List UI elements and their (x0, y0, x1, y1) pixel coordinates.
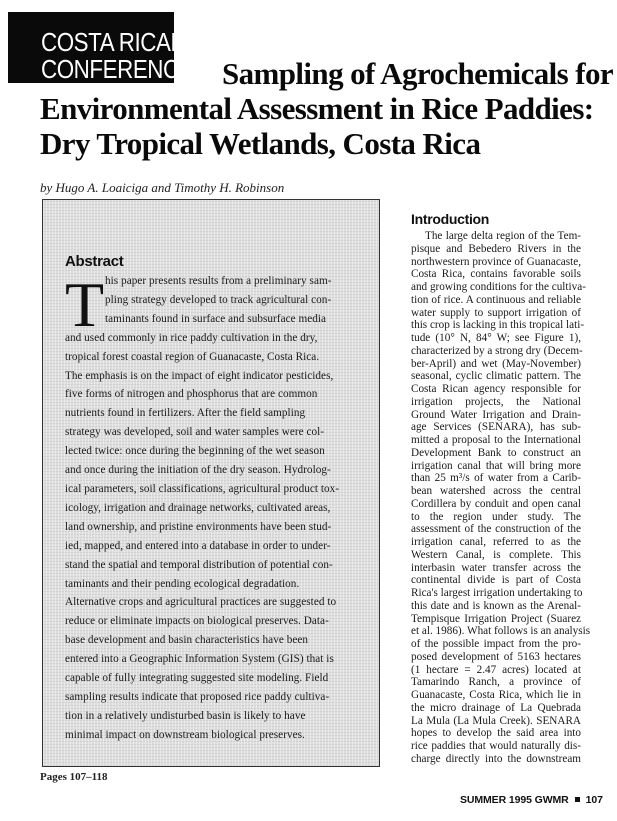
intro-line: hopes to develop the said area into (411, 727, 581, 740)
intro-line: pisque and Bebedero Rivers in the (411, 242, 581, 255)
abstract-line: reduce or eliminate impacts on biological preserves. Data- (65, 615, 329, 628)
intro-line: Cordillera by conduit and open canal (411, 497, 581, 510)
abstract-line: icology, irrigation and drainage networks, cultivated areas, (65, 501, 331, 514)
section-banner (8, 12, 194, 84)
abstract-line: entered into a Geographic Information System (GIS) that is (65, 653, 334, 666)
intro-line: interbasin water transfer across the (411, 561, 581, 574)
intro-line: Development Bank to construct an (411, 446, 581, 459)
abstract-line: lected twice: once during the beginning of the wet season (65, 445, 325, 458)
intro-line: Ground Water Irrigation and Drain- (411, 408, 581, 421)
intro-line: bean watershed across the central (411, 485, 581, 497)
intro-line: to the region under study. The (411, 510, 581, 523)
intro-line: et al. 1986). What follows is an analysis (411, 625, 591, 638)
abstract-line: nutrients found in fertilizers. After the field sampling (65, 407, 306, 420)
page-range-note: Pages 107–118 (40, 771, 108, 783)
intro-line: continental divide is part of Costa (411, 574, 581, 587)
drop-cap: T (65, 269, 105, 340)
intro-line: northwestern province of Guanacaste, (411, 255, 581, 268)
intro-line: tion of rice. A continuous and reliable (411, 293, 581, 306)
abstract-line: ical parameters, soil classifications, agricultural product tox- (65, 482, 340, 495)
square-bullet-icon (575, 797, 580, 802)
intro-line: of the possible impact from the pro- (411, 638, 581, 650)
banner-line-2: CONFERENCE (41, 54, 194, 84)
article-title-line-3: Dry Tropical Wetlands, Costa Rica (40, 126, 481, 161)
intro-line: seasonal, cyclic climatic pattern. The (411, 370, 581, 383)
author-byline: by Hugo A. Loaiciga and Timothy H. Robinson (40, 180, 285, 195)
banner-line-1: COSTA RICAN (41, 27, 187, 57)
abstract-line: five forms of nitrogen and phosphorus that are common (65, 388, 318, 401)
intro-line: age Services (SENARA), has sub- (411, 421, 581, 434)
abstract-line: and used commonly in rice paddy cultivation in the dry, (65, 331, 318, 344)
intro-line: Guanacaste, Costa Rica, which lie in (411, 689, 581, 701)
intro-line: water supply to support irrigation of (411, 306, 581, 319)
abstract-line: minimal impact on downstream biological preserves. (65, 728, 305, 741)
intro-line: than 25 m³/s of water from a Carib- (411, 472, 581, 485)
intro-line: rice paddies that would naturally dis- (411, 740, 581, 752)
abstract-line: his paper presents results from a preliminary sam- (105, 275, 332, 287)
abstract-line: taminants found in surface and subsurface media (105, 312, 327, 325)
abstract-line: stand the spatial and temporal distribution of potential con- (65, 558, 333, 571)
intro-line: Western Canal, is complete. This (411, 548, 581, 561)
intro-line: irrigation canal that will bring more (411, 459, 581, 472)
abstract-line: sampling results indicate that proposed rice paddy cultiva- (65, 690, 330, 703)
intro-line: the micro drainage of La Quebrada (411, 701, 581, 714)
abstract-line: and once during the initiation of the dry season. Hydrolog- (65, 464, 331, 477)
abstract-line: capable of fully integrating suggested site modeling. Field (65, 672, 329, 685)
abstract-heading: Abstract (65, 253, 124, 270)
intro-line: ber-April) and wet (May-November) (411, 357, 581, 370)
abstract-line: Alternative crops and agricultural practices are suggested to (65, 596, 337, 609)
intro-line: The large delta region of the Tem- (425, 230, 581, 242)
intro-line: irrigation projects, the National (411, 395, 581, 408)
abstract-line: base development and basin characteristics have been (65, 634, 309, 647)
intro-line: La Mula (La Mula Creek). SENARA (411, 714, 581, 727)
intro-line: charge directly into the downstream (411, 752, 581, 765)
intro-line: tude (10° N, 84° W; see Figure 1), (411, 332, 581, 344)
abstract-box (42, 199, 380, 767)
intro-line: this crop is lacking in this tropical lati- (411, 319, 585, 332)
abstract-line: land ownership, and pristine environments have been stud- (65, 520, 332, 533)
abstract-line: strategy was developed, soil and water samples were col- (65, 426, 325, 439)
intro-line: posed development of 5163 hectares (411, 650, 581, 663)
intro-line: mitted a proposal to the International (411, 434, 581, 446)
intro-line: this date and is known as the Arenal- (411, 599, 581, 612)
intro-line: Tempisque Irrigation Project (Suarez (411, 612, 581, 625)
intro-line: characterized by a strong dry (Decem- (411, 344, 583, 357)
introduction-heading: Introduction (411, 211, 490, 227)
abstract-line: tropical forest coastal region of Guanacaste, Costa Rica. (65, 350, 320, 363)
article-title-line-2: Environmental Assessment in Rice Paddies: (40, 91, 594, 126)
article-title-line-1: Sampling of Agrochemicals for (222, 56, 614, 91)
abstract-line: pling strategy developed to track agricultural con- (105, 293, 332, 306)
intro-line: assessment of the construction of the (411, 523, 581, 536)
intro-line: irrigation canal, referred to as the (411, 536, 581, 548)
intro-line: Tamarindo Ranch, a province of (411, 676, 581, 689)
intro-line: Costa Rican agency responsible for (411, 383, 581, 395)
introduction-body (411, 230, 591, 766)
intro-line: Costa Rica, contains favorable soils (411, 268, 581, 281)
intro-line: Rica's largest irrigation undertaking to (411, 587, 583, 599)
abstract-line: The emphasis is on the impact of eight indicator pesticides, (65, 369, 334, 382)
abstract-line: taminants and their pending ecological degradation. (65, 577, 300, 590)
footer-issue: SUMMER 1995 GWMR (460, 794, 569, 806)
intro-line: (1 hectare = 2.47 acres) located at (411, 663, 581, 676)
footer-page-number: 107 (585, 794, 603, 806)
abstract-line: ied, mapped, and entered into a database in order to under- (65, 539, 331, 552)
abstract-line: tion in a relatively undisturbed basin is likely to have (65, 709, 306, 722)
abstract-body (65, 269, 355, 745)
running-footer (460, 794, 603, 806)
intro-line: and growing conditions for the cultiva- (411, 281, 586, 293)
